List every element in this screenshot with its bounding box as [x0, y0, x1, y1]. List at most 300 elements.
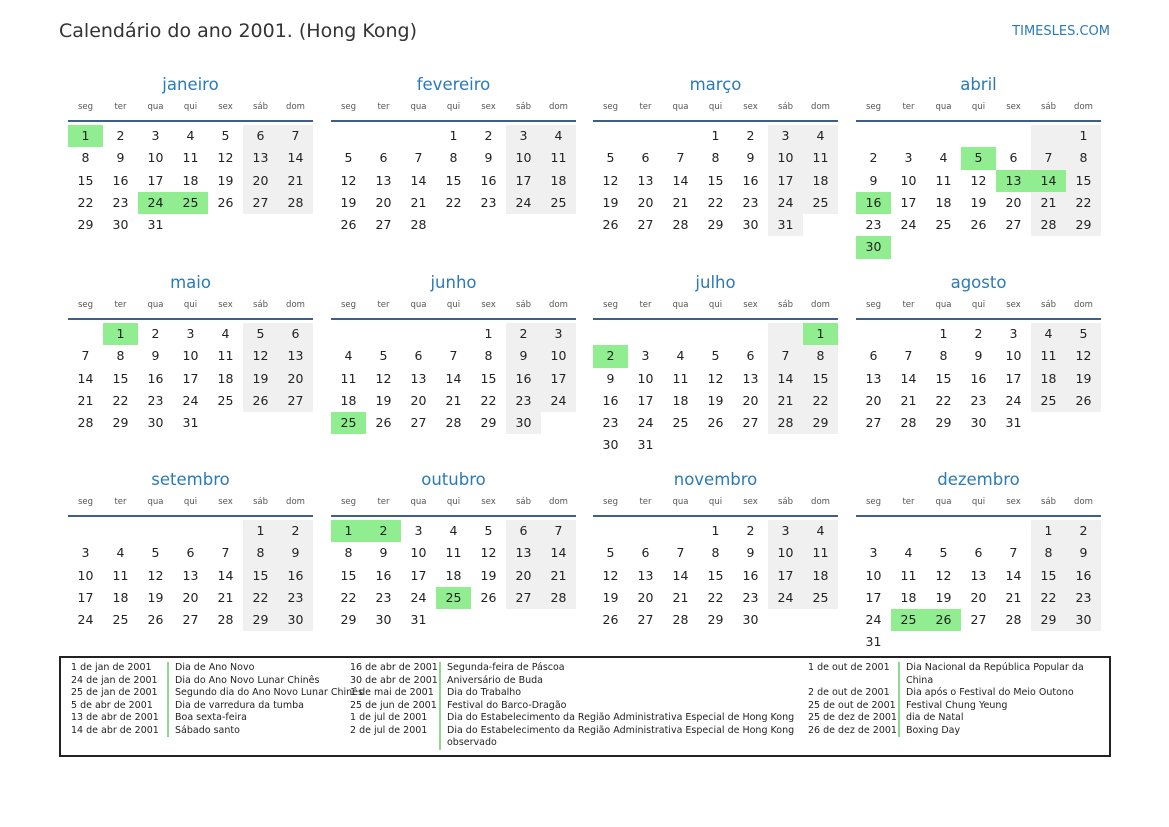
month-title: fevereiro: [416, 75, 491, 94]
day-cell: 26: [243, 390, 278, 412]
day-cell: 10: [768, 542, 803, 564]
day-cell: 30: [1066, 609, 1101, 631]
holiday-name-text: Aniversário de Buda: [447, 674, 543, 686]
holiday-name: [167, 725, 240, 738]
day-cell: 3: [869, 545, 878, 561]
weekday-label: seg: [602, 497, 619, 507]
empty-day-cell: [961, 520, 996, 542]
day-cell: 21: [1005, 589, 1022, 605]
day-cell: 14: [900, 370, 917, 386]
day-cell: 24: [77, 612, 94, 628]
weekday-label: qua: [935, 102, 952, 112]
day-cell: 11: [672, 370, 689, 386]
holiday-entry: [350, 675, 794, 688]
holiday-name: [898, 662, 1084, 687]
day-cell: 30: [375, 612, 392, 628]
holiday-date: 30 de abr de 2001: [350, 674, 438, 686]
day-cell: 8: [1066, 147, 1101, 169]
holiday-date: 25 de dez de 2001: [808, 712, 897, 723]
empty-day-cell: [628, 520, 663, 542]
day-cell: 30: [742, 612, 759, 628]
day-cell: 11: [541, 147, 576, 169]
day-cell: 9: [116, 150, 125, 166]
holiday-name: [439, 662, 565, 675]
weekday-header: [331, 497, 576, 513]
day-cell: 9: [151, 348, 160, 364]
day-cell: 26: [1066, 390, 1101, 412]
day-cell: 3: [151, 128, 160, 143]
holiday-date: 2 de out de 2001: [808, 687, 890, 698]
day-cell: 30: [112, 217, 129, 233]
day-cell: 28: [768, 412, 803, 434]
day-cell: 11: [803, 147, 838, 169]
day-cell: 6: [974, 545, 983, 561]
holiday-entry: [71, 700, 363, 713]
holiday-list: [59, 656, 1111, 757]
weekday-label: qui: [708, 102, 723, 112]
day-cell: 3: [904, 150, 913, 166]
day-cell: 29: [707, 217, 724, 233]
day-cell: 9: [1066, 542, 1101, 564]
day-cell: 23: [1066, 587, 1101, 609]
weekday-label: dom: [811, 497, 830, 507]
day-cell: 12: [602, 567, 619, 583]
weekday-header: [68, 102, 313, 118]
weekday-label: seg: [77, 497, 94, 507]
day-cell: 19: [243, 368, 278, 390]
day-cell: 3: [768, 125, 803, 147]
day-cell: 27: [1005, 217, 1022, 233]
day-cell: 5: [243, 323, 278, 345]
holiday-entry: [808, 700, 1084, 713]
empty-day-cell: [663, 520, 698, 542]
day-cell: 6: [869, 348, 878, 364]
day-cell: 8: [711, 545, 720, 561]
holiday-name: [439, 675, 543, 688]
day-cell: 12: [970, 172, 987, 188]
day-cell: 27: [182, 612, 199, 628]
day-grid: [593, 125, 838, 236]
day-cell: 30: [506, 412, 541, 434]
day-cell: 22: [1031, 587, 1066, 609]
weekday-label: qui: [183, 102, 198, 112]
header-rule: [68, 120, 313, 122]
day-cell: 10: [541, 345, 576, 367]
weekday-label: qui: [708, 497, 723, 507]
day-cell: 14: [445, 370, 462, 386]
weekday-label: sex: [218, 300, 233, 310]
day-cell: 16: [602, 392, 619, 408]
weekday-label: sex: [218, 102, 233, 112]
empty-day-cell: [593, 520, 628, 542]
holiday-entry: [350, 687, 794, 700]
day-cell: 3: [81, 545, 90, 561]
day-cell: 11: [900, 567, 917, 583]
day-cell: 11: [803, 542, 838, 564]
month-title: novembro: [673, 470, 758, 489]
day-cell: 17: [541, 368, 576, 390]
day-cell: 12: [602, 172, 619, 188]
weekday-label: qui: [446, 497, 461, 507]
header-rule: [593, 515, 838, 517]
day-cell: 2: [869, 150, 878, 166]
holiday-name: [167, 700, 304, 713]
day-cell: 8: [484, 348, 493, 364]
holiday-date: 1 de mai de 2001: [350, 687, 434, 698]
day-cell: 3: [768, 520, 803, 542]
holiday-day-cell: 1: [331, 520, 366, 542]
day-cell: 28: [278, 192, 313, 214]
day-cell: 10: [506, 147, 541, 169]
weekday-label: qua: [410, 300, 427, 310]
day-cell: 30: [970, 415, 987, 431]
day-cell: 13: [182, 567, 199, 583]
day-grid: [331, 520, 576, 631]
weekday-label: qua: [147, 300, 164, 310]
day-cell: 27: [637, 217, 654, 233]
weekday-label: dom: [811, 300, 830, 310]
day-cell: 20: [375, 194, 392, 210]
day-cell: 7: [1031, 147, 1066, 169]
holiday-name-text-cont: observado: [447, 737, 497, 748]
empty-day-cell: [628, 323, 663, 345]
day-cell: 9: [746, 545, 755, 561]
holiday-day-cell: 25: [436, 587, 471, 609]
day-cell: 12: [340, 172, 357, 188]
empty-day-cell: [891, 125, 926, 147]
day-cell: 11: [445, 545, 462, 561]
day-cell: 2: [278, 520, 313, 542]
day-cell: 3: [541, 323, 576, 345]
weekday-label: seg: [865, 102, 882, 112]
day-cell: 16: [506, 368, 541, 390]
day-cell: 4: [541, 125, 576, 147]
weekday-label: qui: [446, 102, 461, 112]
day-cell: 24: [506, 192, 541, 214]
month-title: janeiro: [162, 75, 219, 94]
day-cell: 11: [112, 567, 129, 583]
header-rule: [593, 318, 838, 320]
weekday-header: [68, 497, 313, 513]
day-grid: [593, 323, 838, 457]
page-title: Calendário do ano 2001. (Hong Kong): [59, 20, 418, 42]
day-cell: 20: [970, 589, 987, 605]
day-cell: 5: [606, 545, 615, 561]
day-cell: 11: [217, 348, 234, 364]
day-cell: 16: [742, 567, 759, 583]
day-cell: 17: [182, 370, 199, 386]
day-cell: 12: [375, 370, 392, 386]
day-cell: 16: [278, 565, 313, 587]
day-cell: 20: [637, 194, 654, 210]
day-cell: 14: [77, 370, 94, 386]
holiday-date: 26 de dez de 2001: [808, 724, 897, 736]
day-cell: 5: [344, 150, 353, 166]
day-cell: 4: [221, 326, 230, 341]
day-cell: 13: [865, 370, 882, 386]
weekday-header: [593, 497, 838, 513]
empty-day-cell: [663, 125, 698, 147]
weekday-label: dom: [811, 102, 830, 112]
holiday-date: 25 de jan de 2001: [71, 687, 158, 698]
holiday-date: 1 de jul de 2001: [350, 712, 428, 723]
day-cell: 3: [506, 125, 541, 147]
holiday-day-cell: 14: [1031, 170, 1066, 192]
holiday-name-text: Dia após o Festival do Meio Outono: [906, 687, 1074, 698]
holiday-day-cell: 2: [366, 520, 401, 542]
day-cell: 29: [935, 415, 952, 431]
day-cell: 27: [865, 415, 882, 431]
day-cell: 1: [711, 523, 720, 538]
day-cell: 28: [410, 217, 427, 233]
weekday-label: ter: [639, 497, 652, 507]
empty-day-cell: [996, 125, 1031, 147]
day-cell: 4: [904, 545, 913, 561]
day-cell: 20: [182, 589, 199, 605]
day-cell: 29: [340, 612, 357, 628]
day-cell: 11: [935, 172, 952, 188]
weekday-label: qua: [672, 497, 689, 507]
day-cell: 10: [147, 150, 164, 166]
day-cell: 15: [77, 172, 94, 188]
day-cell: 28: [672, 612, 689, 628]
weekday-label: dom: [549, 497, 568, 507]
holiday-name: [898, 712, 964, 725]
day-cell: 17: [77, 589, 94, 605]
holiday-entry: [808, 712, 1084, 725]
holiday-name-text: Festival Chung Yeung: [906, 699, 1008, 711]
day-cell: 28: [1005, 612, 1022, 628]
day-cell: 23: [742, 589, 759, 605]
day-grid: [856, 323, 1101, 434]
day-cell: 4: [344, 348, 353, 364]
day-cell: 20: [637, 589, 654, 605]
day-cell: 21: [1031, 192, 1066, 214]
day-cell: 23: [506, 390, 541, 412]
empty-day-cell: [103, 520, 138, 542]
day-cell: 20: [506, 565, 541, 587]
day-cell: 26: [970, 217, 987, 233]
day-cell: 2: [484, 128, 493, 143]
day-cell: 21: [217, 589, 234, 605]
holiday-entry: [808, 725, 1084, 738]
day-cell: 19: [602, 194, 619, 210]
day-cell: 14: [768, 368, 803, 390]
day-cell: 27: [970, 612, 987, 628]
day-cell: 15: [707, 172, 724, 188]
day-cell: 23: [865, 217, 882, 233]
day-cell: 6: [1009, 150, 1018, 166]
day-cell: 19: [707, 392, 724, 408]
day-cell: 21: [410, 194, 427, 210]
month-agosto: [856, 270, 1101, 434]
weekday-header: [68, 300, 313, 316]
day-cell: 8: [116, 348, 125, 364]
day-cell: 7: [676, 150, 685, 166]
weekday-label: sáb: [515, 497, 532, 507]
day-grid: [68, 520, 313, 631]
day-cell: 12: [217, 150, 234, 166]
day-cell: 23: [970, 392, 987, 408]
day-cell: 22: [935, 392, 952, 408]
holiday-entry: [71, 662, 363, 675]
day-cell: 10: [768, 147, 803, 169]
holiday-day-cell: 30: [856, 236, 891, 258]
holiday-name-text: Dia de varredura da tumba: [175, 699, 304, 711]
day-cell: 3: [641, 348, 650, 364]
holiday-name: [167, 712, 247, 725]
day-cell: 18: [217, 370, 234, 386]
day-cell: 8: [344, 545, 353, 561]
day-cell: 15: [445, 172, 462, 188]
day-cell: 24: [1005, 392, 1022, 408]
empty-day-cell: [138, 520, 173, 542]
day-cell: 18: [672, 392, 689, 408]
holiday-name-text: Segundo dia do Ano Novo Lunar Chinês: [175, 687, 363, 698]
day-cell: 17: [1005, 370, 1022, 386]
weekday-label: ter: [377, 300, 390, 310]
weekday-label: qui: [183, 300, 198, 310]
day-cell: 9: [484, 150, 493, 166]
day-cell: 3: [186, 326, 195, 341]
day-cell: 16: [480, 172, 497, 188]
holiday-entry: [350, 725, 794, 750]
empty-day-cell: [733, 323, 768, 345]
day-cell: 5: [711, 348, 720, 364]
day-cell: 31: [1005, 415, 1022, 431]
day-cell: 4: [803, 520, 838, 542]
day-cell: 23: [147, 392, 164, 408]
day-cell: 23: [375, 589, 392, 605]
weekday-label: dom: [1074, 300, 1093, 310]
day-grid: [331, 323, 576, 434]
day-cell: 4: [449, 523, 458, 538]
month-novembro: [593, 467, 838, 631]
holiday-name-text-cont: China: [906, 674, 934, 686]
weekday-label: sáb: [777, 102, 794, 112]
day-cell: 19: [1066, 368, 1101, 390]
header-rule: [856, 120, 1101, 122]
day-cell: 11: [340, 370, 357, 386]
day-cell: 16: [375, 567, 392, 583]
day-cell: 16: [1066, 565, 1101, 587]
day-cell: 4: [803, 125, 838, 147]
weekday-label: seg: [602, 102, 619, 112]
day-cell: 4: [1031, 323, 1066, 345]
day-cell: 7: [278, 125, 313, 147]
weekday-label: sáb: [252, 102, 269, 112]
day-cell: 14: [217, 567, 234, 583]
day-cell: 28: [1031, 214, 1066, 236]
weekday-label: sáb: [777, 497, 794, 507]
weekday-label: qua: [410, 102, 427, 112]
weekday-label: ter: [902, 300, 915, 310]
weekday-label: sex: [743, 102, 758, 112]
weekday-header: [856, 102, 1101, 118]
day-cell: 15: [1031, 565, 1066, 587]
day-cell: 31: [768, 214, 803, 236]
day-cell: 5: [151, 545, 160, 561]
day-cell: 29: [1031, 609, 1066, 631]
weekday-label: sex: [1006, 102, 1021, 112]
weekday-label: sex: [481, 497, 496, 507]
day-cell: 7: [768, 345, 803, 367]
brand-link[interactable]: TIMESLES.COM: [1012, 24, 1110, 39]
day-cell: 29: [707, 612, 724, 628]
day-cell: 5: [1066, 323, 1101, 345]
day-cell: 8: [243, 542, 278, 564]
day-cell: 15: [803, 368, 838, 390]
day-cell: 20: [1005, 194, 1022, 210]
day-cell: 27: [506, 587, 541, 609]
day-cell: 1: [449, 128, 458, 143]
weekday-label: qui: [971, 102, 986, 112]
day-cell: 13: [243, 147, 278, 169]
empty-day-cell: [663, 323, 698, 345]
holiday-entry: [71, 675, 363, 688]
day-cell: 14: [541, 542, 576, 564]
day-cell: 29: [243, 609, 278, 631]
day-cell: 6: [379, 150, 388, 166]
holiday-date: 25 de jun de 2001: [350, 699, 437, 711]
month-title: outubro: [421, 470, 486, 489]
weekday-label: qua: [147, 102, 164, 112]
day-cell: 28: [445, 415, 462, 431]
weekday-header: [593, 300, 838, 316]
weekday-label: seg: [602, 300, 619, 310]
weekday-label: qui: [183, 497, 198, 507]
day-cell: 5: [939, 545, 948, 561]
holiday-day-cell: 13: [996, 170, 1031, 192]
day-cell: 19: [147, 589, 164, 605]
holiday-day-cell: 24: [138, 192, 173, 214]
day-cell: 22: [1066, 192, 1101, 214]
month-fevereiro: [331, 72, 576, 236]
day-cell: 2: [746, 128, 755, 143]
day-cell: 6: [278, 323, 313, 345]
day-cell: 6: [186, 545, 195, 561]
day-cell: 12: [707, 370, 724, 386]
holiday-day-cell: 25: [331, 412, 366, 434]
weekday-label: ter: [902, 497, 915, 507]
day-cell: 17: [768, 565, 803, 587]
empty-day-cell: [366, 125, 401, 147]
weekday-label: seg: [340, 497, 357, 507]
day-cell: 23: [480, 194, 497, 210]
holiday-entry: [808, 687, 1084, 700]
month-title: setembro: [151, 470, 230, 489]
weekday-label: dom: [286, 102, 305, 112]
day-cell: 24: [865, 612, 882, 628]
day-cell: 25: [803, 587, 838, 609]
day-cell: 19: [480, 567, 497, 583]
day-cell: 26: [147, 612, 164, 628]
day-cell: 28: [541, 587, 576, 609]
empty-day-cell: [68, 520, 103, 542]
day-cell: 25: [672, 415, 689, 431]
day-cell: 7: [221, 545, 230, 561]
header-rule: [331, 515, 576, 517]
empty-day-cell: [996, 520, 1031, 542]
day-cell: 22: [340, 589, 357, 605]
weekday-label: qui: [446, 300, 461, 310]
day-cell: 16: [147, 370, 164, 386]
day-cell: 5: [606, 150, 615, 166]
day-cell: 1: [939, 326, 948, 341]
day-cell: 5: [379, 348, 388, 364]
day-cell: 18: [541, 170, 576, 192]
day-cell: 4: [676, 348, 685, 364]
